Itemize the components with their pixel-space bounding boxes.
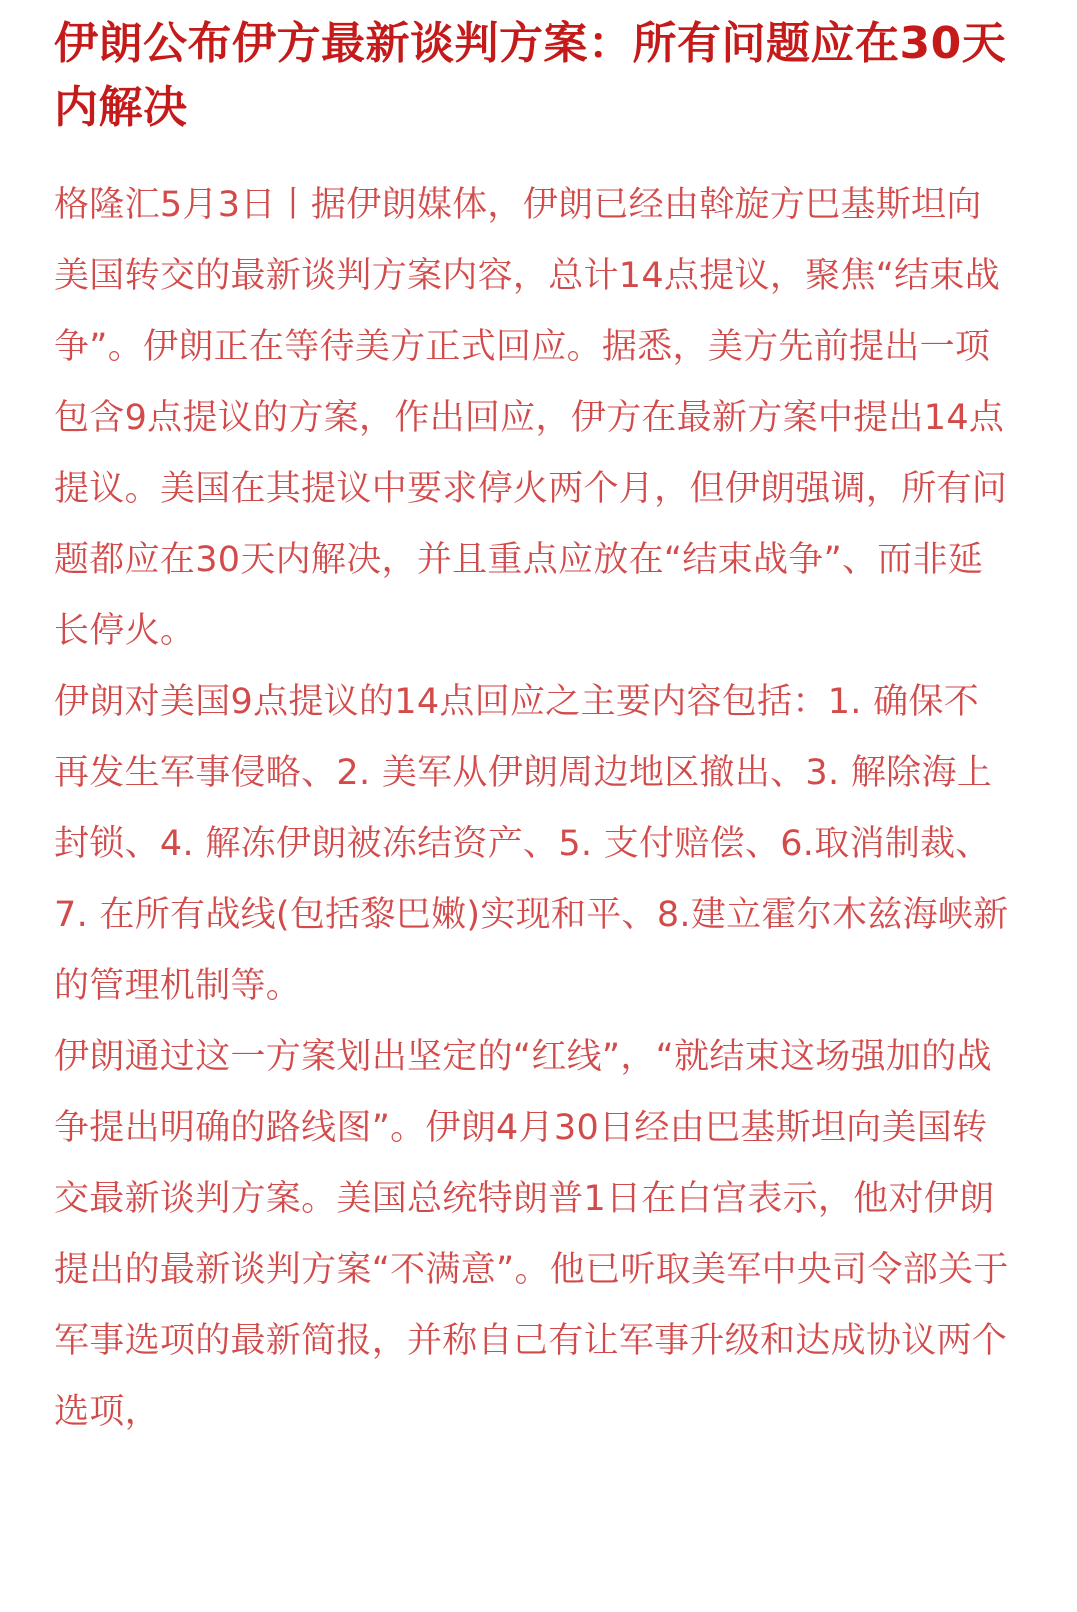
article-paragraph: 伊朗通过这一方案划出坚定的“红线”，“就结束这场强加的战争提出明确的路线图”。伊朗4月30日经由巴基斯坦向美国转交最新谈判方案。美国总统特朗普1日在白宫表示，他对伊朗提出的最新谈判方案“不满意”。他已听取美军中央司令部关于军事选项的最新简报，并称自己有让军事升级和达成协议两个选项， bbox=[54, 1037, 1009, 1432]
article-body bbox=[54, 170, 1009, 1448]
article-title: 伊朗公布伊方最新谈判方案：所有问题应在30天内解决 bbox=[54, 18, 1007, 133]
article-paragraph: 伊朗对美国9点提议的14点回应之主要内容包括：1. 确保不再发生军事侵略、2. 美军从伊朗周边地区撤出、3. 解除海上封锁、4. 解冻伊朗被冻结资产、5. 支付赔偿、6.取消制裁、7. 在所有战线(包括黎巴嫩)实现和平、8.建立霍尔木兹海峡新的管理机制等。 bbox=[54, 682, 1009, 1006]
article-paragraph: 格隆汇5月3日丨据伊朗媒体，伊朗已经由斡旋方巴基斯坦向美国转交的最新谈判方案内容，总计14点提议，聚焦“结束战争”。伊朗正在等待美方正式回应。据悉，美方先前提出一项包含9点提议的方案，作出回应，伊方在最新方案中提出14点提议。美国在其提议中要求停火两个月，但伊朗强调，所有问题都应在30天内解决，并且重点应放在“结束战争”、而非延长停火。 bbox=[54, 185, 1008, 651]
bottom-fade-overlay bbox=[0, 1542, 1077, 1612]
